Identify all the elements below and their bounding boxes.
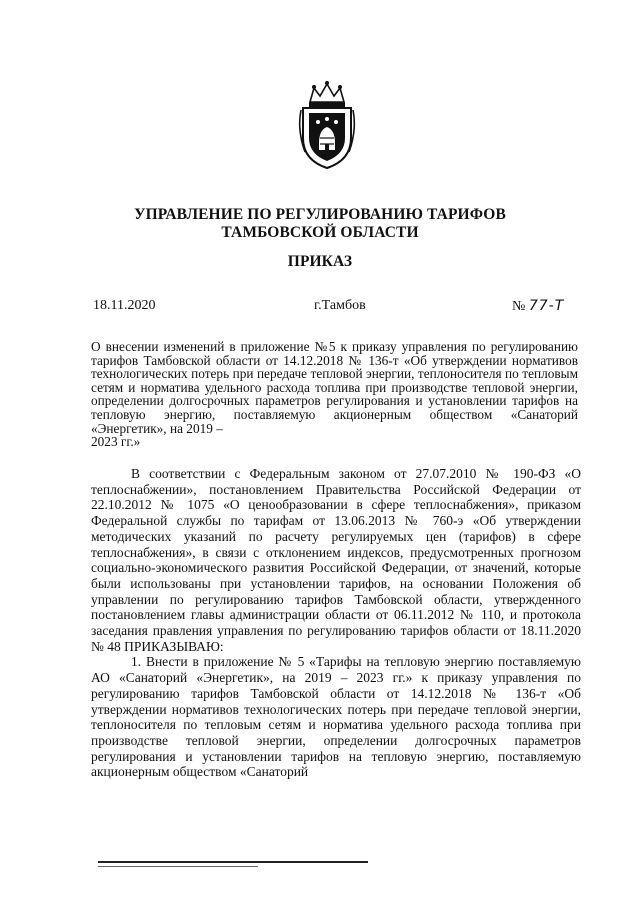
document-type-title: ПРИКАЗ bbox=[287, 253, 353, 270]
document-number bbox=[512, 298, 564, 315]
footer-rule-thin bbox=[98, 866, 258, 867]
order-subject bbox=[91, 340, 578, 449]
clause-1-paragraph: 1. Внести в приложение № 5 «Тарифы на тепловую энергию поставляемую АО «Санаторий «Энергетик», на 2019 – 2023 гг.» к приказу управления по регулированию тарифов Тамбовской области от 14.12.2018 № 136-т «Об утверждении нормативов технологических потерь при передаче тепловой энергии, теплоносителя по тепловым сетям и норматива удельного расхода топлива при производстве тепловой энергии, определении долгосрочных параметров регулирования и установлении тарифов на тепловую энергию, поставляемую акционерным обществом «Санаторий bbox=[91, 654, 581, 780]
coat-of-arms-emblem bbox=[296, 80, 358, 170]
footer-rule bbox=[98, 861, 368, 863]
subject-text: О внесении изменений в приложение №5 к приказу управления по регулированию тарифов Тамбовской области от 14.12.2018 № 136-т «Об утверждении нормативов технологических потерь при передаче тепловой энергии, теплоносителя по тепловым сетям и норматива удельного расхода топлива при производстве тепловой энергии, определении долгосрочных параметров регулирования и установлении тарифов на тепловую энергию, поставляемую акционерным обществом «Санаторий «Энергетик», на 2019 – bbox=[91, 339, 578, 436]
document-city: г.Тамбов bbox=[314, 298, 366, 313]
preamble-paragraph: В соответствии с Федеральным законом от 27.07.2010 № 190-ФЗ «О теплоснабжении», постановлением Правительства Российской Федерации от 22.10.2012 № 1075 «О ценообразовании в сфере теплоснабжения», приказом Федеральной службы по тарифам от 13.06.2013 № 760-э «Об утверждении методических указаний по расчету регулируемых цен (тарифов) в сфере теплоснабжения», в связи с отклонением индексов, предусмотренных прогнозом социально-экономического развития Российской Федерации, от значений, которые были использованы при установлении тарифов, на основании Положения об управлении по регулированию тарифов Тамбовской области, утвержденного постановлением главы администрации области от 06.11.2012 № 110, и протокола заседания правления управления по регулированию тарифов области от 18.11.2020 № 48 ПРИКАЗЫВАЮ: bbox=[91, 466, 581, 654]
order-body bbox=[91, 466, 581, 780]
issuer-line-2: ТАМБОВСКОЙ ОБЛАСТИ bbox=[221, 224, 419, 241]
subject-text-end: 2023 гг.» bbox=[91, 434, 141, 450]
number-prefix: № bbox=[512, 299, 526, 314]
handwritten-number: 77-Т bbox=[528, 298, 565, 314]
document-date: 18.11.2020 bbox=[93, 298, 156, 313]
issuer-line-1: УПРАВЛЕНИЕ ПО РЕГУЛИРОВАНИЮ ТАРИФОВ bbox=[134, 206, 506, 223]
